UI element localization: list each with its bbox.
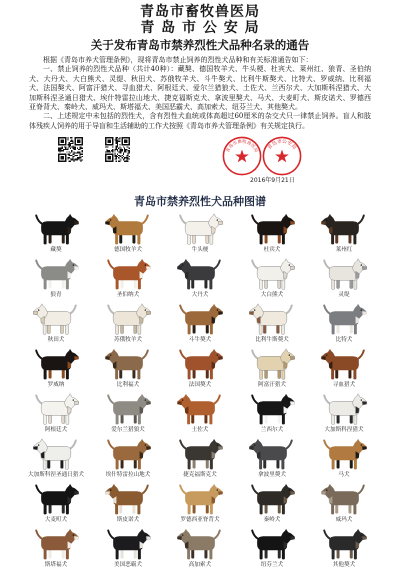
- breed-card: [92, 302, 164, 347]
- dog-photo: [247, 438, 297, 471]
- breed-label: 罗威纳: [47, 382, 65, 388]
- dog-photo: [247, 348, 297, 381]
- breed-card: [92, 437, 164, 482]
- dog-photo: [103, 483, 153, 516]
- dog-photo: [319, 348, 369, 381]
- dog-photo: [103, 438, 153, 471]
- breed-card: [164, 392, 236, 437]
- breed-label: 寻血猎犬: [332, 382, 356, 388]
- dog-photo: [247, 213, 297, 246]
- dog-photo: [319, 303, 369, 336]
- breed-label: 罗德西亚脊背犬: [180, 517, 220, 523]
- notice-body: [29, 56, 371, 131]
- breed-label: 莱州红: [335, 247, 353, 253]
- breed-label: 灵缇: [338, 292, 350, 298]
- dog-photo: [103, 213, 153, 246]
- breed-label: 大麦町犬: [44, 517, 68, 523]
- breed-card: [308, 392, 380, 437]
- breed-label: 纽芬兰犬: [260, 562, 284, 568]
- breed-label: 牛头梗: [191, 247, 209, 253]
- dog-photo: [103, 303, 153, 336]
- dog-photo: [175, 258, 225, 291]
- breed-label: 德国牧羊犬: [114, 247, 142, 253]
- breed-card: [20, 482, 92, 527]
- breed-label: 比特犬: [335, 337, 353, 343]
- breed-card: [164, 347, 236, 392]
- notice-item-2: 二、上述规定中未包括的烈性犬，含有烈性犬血统或体高超过60厘米的杂交犬只一律禁止饲养。盲人和肢体残疾人饲养的用于导盲和生活辅助的工作犬按照《青岛市养犬管理条例》有关规定执行。: [29, 112, 371, 130]
- dog-photo: [175, 303, 225, 336]
- breed-card: [164, 257, 236, 302]
- official-seal-public-security: [262, 136, 302, 176]
- dog-photo: [31, 483, 81, 516]
- notice-item-1: 一、禁止饲养的烈性犬品种（共计40种）：藏獒、德国牧羊犬、牛头梗、杜宾犬、莱州红、狼青、圣伯纳犬、大丹犬、大白熊犬、灵缇、秋田犬、苏俄牧羊犬、斗牛獒犬、比利牛斯獒犬、比特犬、罗威纳、比利福犬、法国獒犬、阿富汗猎犬、寻血猎犬、阿根廷犬、爱尔兰猎狼犬、土佐犬、兰西尔犬、大加斯科涅猎犬、大加斯科涅圣通日猎犬、埃什特雷拉山地犬、捷克福斯克犬、拿波里獒犬、马犬、大麦町犬、斯皮诺犬、罗德西亚脊背犬、秦岭犬、威玛犬、斯塔福犬、美国恶霸犬、高加索犬、纽芬兰犬、其他獒犬。: [29, 65, 371, 112]
- dog-photo: [175, 528, 225, 561]
- breed-label: 兰西尔犬: [260, 427, 284, 433]
- dog-photo: [31, 528, 81, 561]
- breed-card: [308, 527, 380, 572]
- dog-photo: [319, 213, 369, 246]
- breed-card: [236, 302, 308, 347]
- dog-photo: [319, 393, 369, 426]
- breed-card: [308, 482, 380, 527]
- breed-label: 杜宾犬: [263, 247, 281, 253]
- breed-label: 大丹犬: [191, 292, 209, 298]
- issuer-public-security-bureau: 青 岛 市 公 安 局: [140, 20, 260, 36]
- breed-label: 其他獒犬: [332, 562, 356, 568]
- star-icon: [276, 150, 289, 162]
- breed-card: [20, 302, 92, 347]
- breed-card: [236, 482, 308, 527]
- gallery-title: 青岛市禁养烈性犬品种图谱: [134, 195, 266, 208]
- breed-label: 狼青: [50, 292, 62, 298]
- breed-label: 大白熊犬: [260, 292, 284, 298]
- breed-label: 圣伯纳犬: [116, 292, 140, 298]
- seal-name: 青岛市公安局: [267, 139, 297, 151]
- dog-photo: [103, 528, 153, 561]
- breed-card: [236, 212, 308, 257]
- breed-card: [20, 347, 92, 392]
- breed-label: 斯皮诺犬: [116, 517, 140, 523]
- issuer-animal-husbandry-bureau: 青岛市畜牧兽医局: [140, 4, 260, 20]
- breed-label: 美国恶霸犬: [114, 562, 142, 568]
- dog-photo: [319, 438, 369, 471]
- breed-label: 斯塔福犬: [44, 562, 68, 568]
- breed-card: [308, 347, 380, 392]
- breed-card: [164, 437, 236, 482]
- issue-date: 2016年9月21日: [250, 177, 295, 184]
- qr-code[interactable]: [104, 136, 131, 163]
- star-icon: [236, 150, 249, 162]
- dog-photo: [319, 258, 369, 291]
- dog-photo: [31, 213, 81, 246]
- breed-card: [308, 212, 380, 257]
- breed-label: 爱尔兰猎狼犬: [111, 427, 145, 433]
- dog-photo: [103, 393, 153, 426]
- dog-photo: [175, 348, 225, 381]
- breed-label: 马犬: [338, 472, 350, 478]
- breed-label: 阿根廷犬: [44, 427, 68, 433]
- breed-label: 拿波里獒犬: [258, 472, 286, 478]
- breed-label: 阿富汗猎犬: [258, 382, 286, 388]
- breed-card: [92, 212, 164, 257]
- notice-intro: 根据《青岛市养犬管理条例》，现将青岛市禁止饲养的烈性犬品种和有关标准通告如下：: [43, 56, 313, 64]
- dog-photo: [175, 438, 225, 471]
- dog-photo: [247, 528, 297, 561]
- dog-photo: [103, 348, 153, 381]
- breed-card: [20, 392, 92, 437]
- dog-photo: [319, 483, 369, 516]
- official-seal-animal-husbandry: [222, 136, 262, 176]
- dog-photo: [247, 303, 297, 336]
- dog-photo: [175, 393, 225, 426]
- breed-card: [236, 257, 308, 302]
- breed-label: 大加斯科涅圣通日猎犬: [28, 472, 84, 478]
- dog-photo: [175, 213, 225, 246]
- breed-card: [164, 527, 236, 572]
- dog-photo: [31, 348, 81, 381]
- breed-card: [92, 527, 164, 572]
- breed-label: 斗牛獒犬: [188, 337, 212, 343]
- breed-label: 苏俄牧羊犬: [114, 337, 142, 343]
- breed-card: [236, 392, 308, 437]
- breed-card: [236, 347, 308, 392]
- breed-card: [92, 392, 164, 437]
- breed-card: [20, 257, 92, 302]
- dog-photo: [319, 528, 369, 561]
- breed-label: 法国獒犬: [188, 382, 212, 388]
- breed-card: [308, 257, 380, 302]
- breed-label: 大加斯科涅猎犬: [324, 427, 364, 433]
- breed-card: [92, 347, 164, 392]
- breed-label: 高加索犬: [188, 562, 212, 568]
- breed-label: 威玛犬: [335, 517, 353, 523]
- breed-label: 比利牛斯獒犬: [255, 337, 289, 343]
- breed-card: [236, 527, 308, 572]
- breed-label: 藏獒: [50, 247, 62, 253]
- dog-photo: [31, 258, 81, 291]
- breed-card: [308, 302, 380, 347]
- notice-title: 关于发布青岛市禁养烈性犬品种名录的通告: [90, 38, 310, 52]
- breed-label: 捷克福斯克犬: [183, 472, 217, 478]
- dog-photo: [247, 393, 297, 426]
- svg-text:青岛市公安局: [266, 138, 298, 151]
- dog-photo: [175, 483, 225, 516]
- qr-code[interactable]: [57, 136, 84, 163]
- breed-card: [20, 437, 92, 482]
- dog-photo: [31, 393, 81, 426]
- dog-photo: [103, 258, 153, 291]
- breed-card: [164, 212, 236, 257]
- breed-label: 土佐犬: [191, 427, 209, 433]
- breed-label: 秦岭犬: [263, 517, 281, 523]
- breed-label: 秋田犬: [47, 337, 65, 343]
- breed-card: [236, 437, 308, 482]
- breed-card: [20, 212, 92, 257]
- dog-photo: [31, 438, 81, 471]
- breed-card: [164, 302, 236, 347]
- breed-card: [92, 482, 164, 527]
- breed-card: [308, 437, 380, 482]
- dog-photo: [247, 258, 297, 291]
- breed-card: [92, 257, 164, 302]
- breed-card: [20, 527, 92, 572]
- seal-name: 青岛市畜牧兽医局: [225, 139, 259, 154]
- breed-label: 比利福犬: [116, 382, 140, 388]
- breed-card: [164, 482, 236, 527]
- dog-photo: [247, 483, 297, 516]
- dog-photo: [31, 303, 81, 336]
- breed-label: 埃什特雷拉山地犬: [105, 472, 151, 478]
- breed-gallery: [20, 212, 380, 572]
